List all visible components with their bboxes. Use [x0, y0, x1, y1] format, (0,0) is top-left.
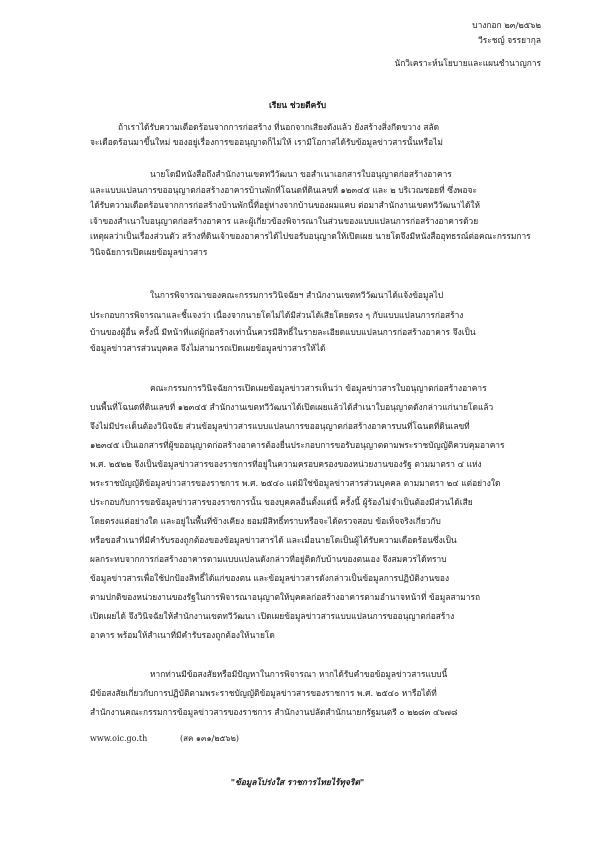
paragraph-2-line-2: และแบบแปลนการขออนุญาตก่อสร้างอาคารบ้านพักที่โฉนดที่ดินเลขที่ ๑๒๓๔๕ และ ๒ บริเวณซอยที่ ซึ่งพอจะ — [90, 185, 477, 195]
paragraph-4-line-5: พ.ศ. ๒๕๒๒ จึงเป็นข้อมูลข่าวสารของราชการที่อยู่ในความครอบครองของหน่วยงานของรัฐ ตามมาตรา ๔ แห่ง — [90, 459, 482, 469]
paragraph-4-line-12: ตามปกติของหน่วยงานของรัฐในการพิจารณาอนุญาตให้บุคคลก่อสร้างอาคารตามอำนาจหน้าที่ ข้อมูลสามารถ — [90, 592, 481, 602]
paragraph-4-line-14: อาคาร พร้อมให้สำเนาที่มีคำรับรองถูกต้องให้นายโด — [90, 630, 275, 640]
paragraph-2-line-4: เจ้าของสำเนาใบอนุญาตก่อสร้างอาคาร และผู้เกี่ยวข้องพิจารณาในส่วนของแบบแปลนการก่อสร้างอาคารด้วย — [90, 216, 479, 226]
paragraph-4-line-13: เปิดเผยได้ จึงวินิจฉัยให้สำนักงานเขตทวีวัฒนา เปิดเผยข้อมูลข่าวสารแบบแปลนการขออนุญาตก่อสร้าง — [90, 611, 455, 621]
author-name: วีระชญ์ จรรยากุล — [478, 35, 541, 45]
paragraph-3-line-2: ประกอบการพิจารณาและชี้แจงว่า เนื่องจากนายโดไม่ได้มีส่วนได้เสียโดยตรง ๆ กับแบบแปลนการก่อสร้าง — [90, 310, 464, 320]
paragraph-3-line-3: บ้านของผู้อื่น ครั้งนี้ มีหน้าที่แต่ผู้ก่อสร้างเท่านั้นควรมีสิทธิ์ในรายละเอียดแบบแปลนการก่อสร้างอาคาร จึงเป็น — [90, 327, 476, 337]
paragraph-1-line-2: จะเดือดร้อนมาขึ้นใหม่ ของอยู่เรื่องการขออนุญาตก็ไม่ให้ เรามีโอกาสได้รับข้อมูลข่าวสารนั้นหรือไม่ — [90, 137, 443, 147]
paragraph-4-line-9: หรือขอสำเนาที่มีคำรับรองถูกต้องของข้อมูลข่าวสารได้ และเมื่อนายโดเป็นผู้ได้รับความเดือดร้อนซึ่งเป็น — [90, 535, 457, 545]
paragraph-2-line-6: วินิจฉัยการเปิดเผยข้อมูลข่าวสาร — [90, 247, 208, 257]
paragraph-4-line-1: คณะกรรมการวินิจฉัยการเปิดเผยข้อมูลข่าวสารเห็นว่า ข้อมูลข่าวสารใบอนุญาตก่อสร้างอาคาร — [150, 383, 487, 393]
paragraph-3-line-4: ข้อมูลข่าวสารส่วนบุคคล จึงไม่สามารถเปิดเผยข้อมูลข่าวสารให้ได้ — [90, 343, 326, 353]
paragraph-5-line-2: มีข้อสงสัยเกี่ยวกับการปฏิบัติตามพระราชบัญญัติข้อมูลข่าวสารของราชการ พ.ศ. ๒๕๔๐ หารือได้ที่ — [90, 688, 437, 698]
document-date: บางกอก ๒๓/๒๕๖๒ — [472, 20, 541, 30]
greeting: เรียน ช่วยตีครับ — [268, 100, 327, 110]
paragraph-4-line-11: ข้อมูลข่าวสารเพื่อใช้ปกป้องสิทธิ์ได้แก่ของตน และข้อมูลข่าวสารดังกล่าวเป็นข้อมูลการปฏิบัติงานของ — [90, 573, 450, 583]
paragraph-2-line-1: นายโดมีหนังสือถึงสำนักงานเขตทวีวัฒนา ขอสำเนาเอกสารใบอนุญาตก่อสร้างอาคาร — [150, 169, 452, 179]
paragraph-4-line-7: ประกอบกับการขอข้อมูลข่าวสารของราชการนั้น ของบุคคลอื่นตั้งแต่นี้ ครั้งนี้ ผู้ร้องไม่จำเป็นต้องมีส่วนได้เสีย — [90, 497, 473, 507]
author-title: นักวิเคราะห์นโยบายและแผนชำนาญการ — [394, 58, 541, 68]
paragraph-5-line-1: หากท่านมีข้อสงสัยหรือมีปัญหาในการพิจารณา หากได้รับคำขอข้อมูลข่าวสารแบบนี้ — [150, 669, 448, 679]
paragraph-2-line-3: ได้รับความเดือดร้อนจากการก่อสร้างบ้านพักนี้ที่อยู่ห่างจากบ้านของผมแคบ ต่อมาสำนักงานเขตทวีวัฒนาได้ให้ — [90, 200, 481, 210]
paragraph-5-line-3: สำนักงานคณะกรรมการข้อมูลข่าวสารของราชการ สำนักงานปลัดสำนักนายกรัฐมนตรี ๐ ๒๒๘๓ ๔๖๗๘ — [90, 707, 458, 717]
paragraph-4-line-6: พระราชบัญญัติข้อมูลข่าวสารของราชการ พ.ศ. ๒๕๔๐ แต่มิใช่ข้อมูลข่าวสารส่วนบุคคล ตามมาตรา ๒๔ แต่อย่างใด — [90, 478, 501, 488]
paragraph-4-line-10: ผลกระทบจากการก่อสร้างอาคารตามแบบแปลนดังกล่าวที่อยู่ติดกับบ้านของตนเอง จึงสมควรได้ทราบ — [90, 554, 447, 564]
footer-website: www.oic.go.th — [90, 734, 148, 743]
footer-code: (สค ๑๓๑/๒๕๖๒) — [180, 734, 240, 743]
paragraph-4-line-8: โดยตรงแต่อย่างใด และอยู่ในพื้นที่ข้างเคียง ยอมมีสิทธิ์ทราบหรือจะได้ตรวจสอบ ข้อเท็จจริงเกี่ยวกับ — [90, 516, 441, 526]
paragraph-3-line-1: ในการพิจารณาของคณะกรรมการวินิจฉัยฯ สำนักงานเขตทวีวัฒนาได้แจ้งข้อมูลไป — [150, 290, 444, 300]
paragraph-2-line-5: เหตุผลว่าเป็นเรื่องส่วนตัว สร้างที่ดินเจ้าของอาคารได้ไปขอรับอนุญาตให้เปิดเผย นายโดจึงมีหนังสืออุทธรณ์ต่อคณะกรรมการ — [90, 231, 531, 241]
paragraph-1-line-1: ถ้าเราได้รับความเดือดร้อนจากการก่อสร้าง ที่นอกจากเสียงดังแล้ว ยังสร้างสิ่งกีดขวาง สลัด — [118, 122, 440, 132]
slogan: "ข้อมูลโปร่งใส ราชการไทยไร้ทุจริต" — [230, 777, 365, 787]
paragraph-4-line-3: จึงไม่มีประเด็นต้องวินิจฉัย ส่วนข้อมูลข่าวสารแบบแปลนการขออนุญาตก่อสร้างอาคารบนที่โฉนดที่ดินเลขที่ — [90, 421, 470, 431]
paragraph-4-line-2: บนพื้นที่โฉนดที่ดินเลขที่ ๑๒๓๔๕ สำนักงานเขตทวีวัฒนาได้เปิดเผยแล้วได้สำเนาใบอนุญาตดังกล่าวแก่นายโดแล้ว — [90, 402, 494, 412]
paragraph-4-line-4: ๑๒๓๔๕ เป็นเอกสารที่ผู้ขออนุญาตก่อสร้างอาคารต้องยื่นประกอบการขอรับอนุญาตตามพระราชบัญญัติควบคุมอาคาร — [90, 440, 505, 450]
